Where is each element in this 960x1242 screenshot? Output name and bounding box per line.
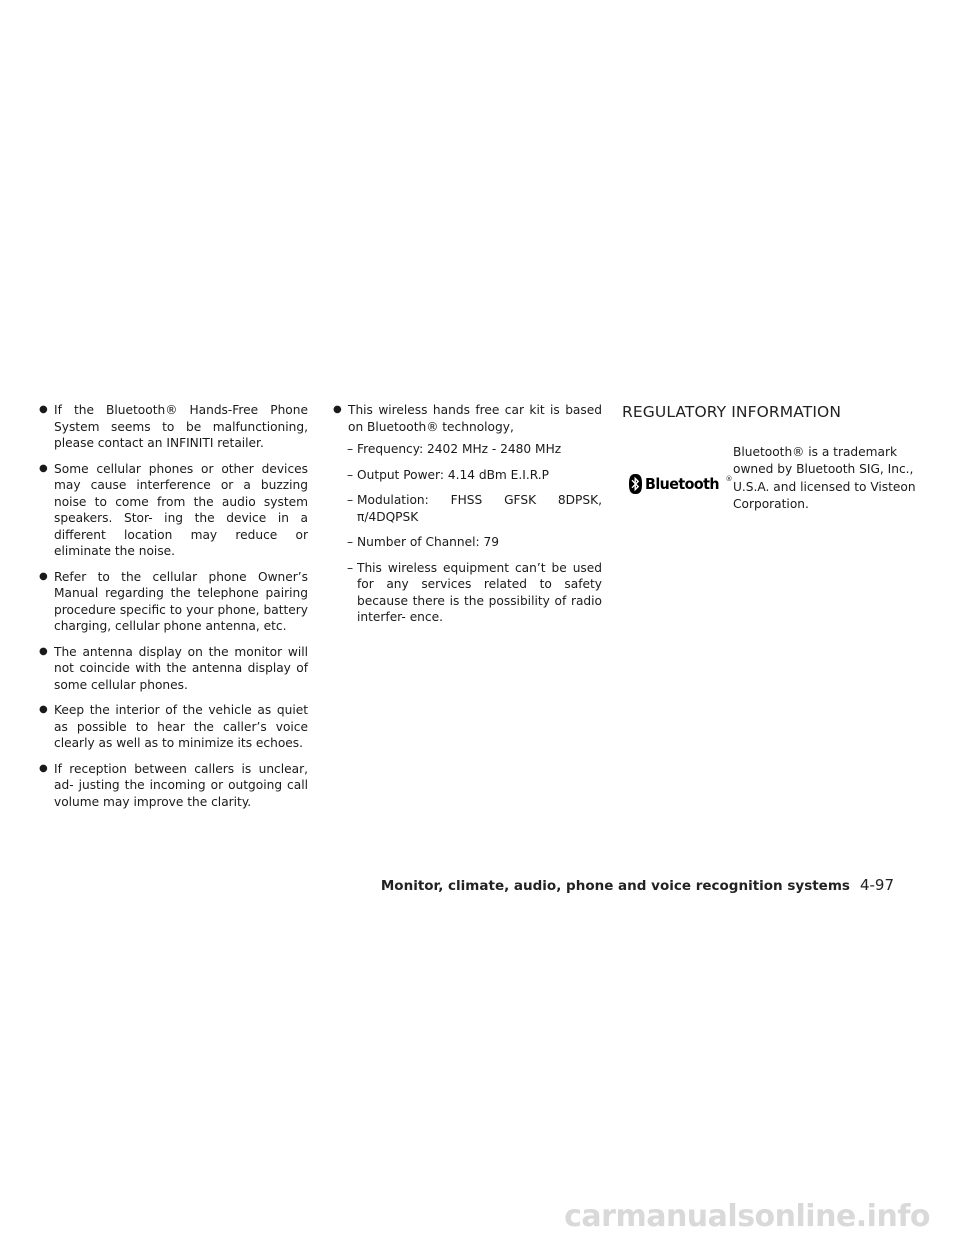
dash-icon: – [347, 535, 354, 549]
dash-icon: – [347, 442, 354, 456]
left-column [36, 402, 308, 819]
page-number: 4-97 [859, 876, 894, 894]
bullet-item [36, 569, 308, 635]
bluetooth-icon [629, 474, 642, 494]
modulation-dqpsk: π/4DQPSK [357, 509, 419, 524]
spec-item-safety [330, 560, 602, 626]
modulation-fhss: FHSS [450, 493, 483, 507]
bullet-text: Keep the interior of the vehicle as quiet as possible to hear the caller’s voice clearly as well as to minimize its echoes. [54, 703, 308, 750]
bullet-item [36, 402, 308, 452]
spec-text: Number of Channel: 79 [357, 535, 499, 549]
modulation-line [357, 492, 602, 509]
modulation-8dpsk: 8DPSK, [557, 493, 602, 507]
bullet-icon: ● [39, 704, 48, 715]
section-heading: REGULATORY INFORMATION [622, 403, 842, 421]
registered-mark: ® [725, 475, 733, 483]
bullet-text: Some cellular phones or other devices may cause interference or a buzzing noise to come from the audio system speakers. Stor- ing the device in a different location may reduce or eliminate the noise. [54, 461, 308, 558]
trademark-notice: Bluetooth® is a trademark owned by Bluetooth SIG, Inc., U.S.A. and licensed to Visteon Corporation. [733, 445, 916, 511]
modulation-gfsk: GFSK [504, 493, 537, 507]
spec-item-modulation [330, 492, 602, 525]
spec-text: Frequency: 2402 MHz - 2480 MHz [357, 442, 562, 456]
dash-icon: – [347, 493, 354, 507]
dash-icon: – [347, 560, 354, 575]
spec-item-output-power [330, 467, 602, 484]
bullet-text: Refer to the cellular phone Owner’s Manual regarding the telephone pairing procedure specific to your phone, battery charging, cellular phone antenna, etc. [54, 569, 308, 633]
bluetooth-wordmark: Bluetooth [645, 475, 720, 493]
page-footer [381, 876, 894, 894]
watermark: carmanualsonline.info [564, 1199, 930, 1234]
footer-section-title: Monitor, climate, audio, phone and voice recognition systems [380, 878, 850, 894]
bluetooth-logo [629, 473, 732, 495]
bullet-text: This wireless hands free car kit is based on Bluetooth® technology, [348, 403, 602, 434]
bullet-item [330, 402, 602, 435]
bullet-text: The antenna display on the monitor will not coincide with the antenna display of some cellular phones. [54, 644, 308, 692]
bullet-text: If the Bluetooth® Hands-Free Phone System seems to be malfunctioning, please contact an INFINITI retailer. [54, 403, 308, 450]
modulation-label: Modulation: [357, 493, 429, 507]
bullet-icon: ● [39, 762, 48, 774]
spec-text: This wireless equipment can’t be used for any services related to safety because there is the possibility of radio interfer- ence. [357, 560, 602, 624]
bullet-item [36, 644, 308, 694]
bullet-item [36, 761, 308, 811]
spec-item-frequency [330, 441, 602, 458]
bullet-icon: ● [39, 570, 48, 582]
spec-item-channels [330, 534, 602, 551]
bullet-text: If reception between callers is unclear, ad- justing the incoming or outgoing call volume may improve the clarity. [54, 761, 308, 809]
bullet-icon: ● [39, 404, 48, 415]
bullet-icon: ● [39, 645, 48, 657]
dash-icon: – [347, 467, 354, 482]
bullet-item [36, 461, 308, 560]
bullet-item [36, 702, 308, 752]
bullet-icon: ● [333, 404, 342, 415]
middle-column [330, 402, 602, 635]
bullet-icon: ● [39, 462, 48, 474]
spec-text: Output Power: 4.14 dBm E.I.R.P [357, 467, 549, 482]
